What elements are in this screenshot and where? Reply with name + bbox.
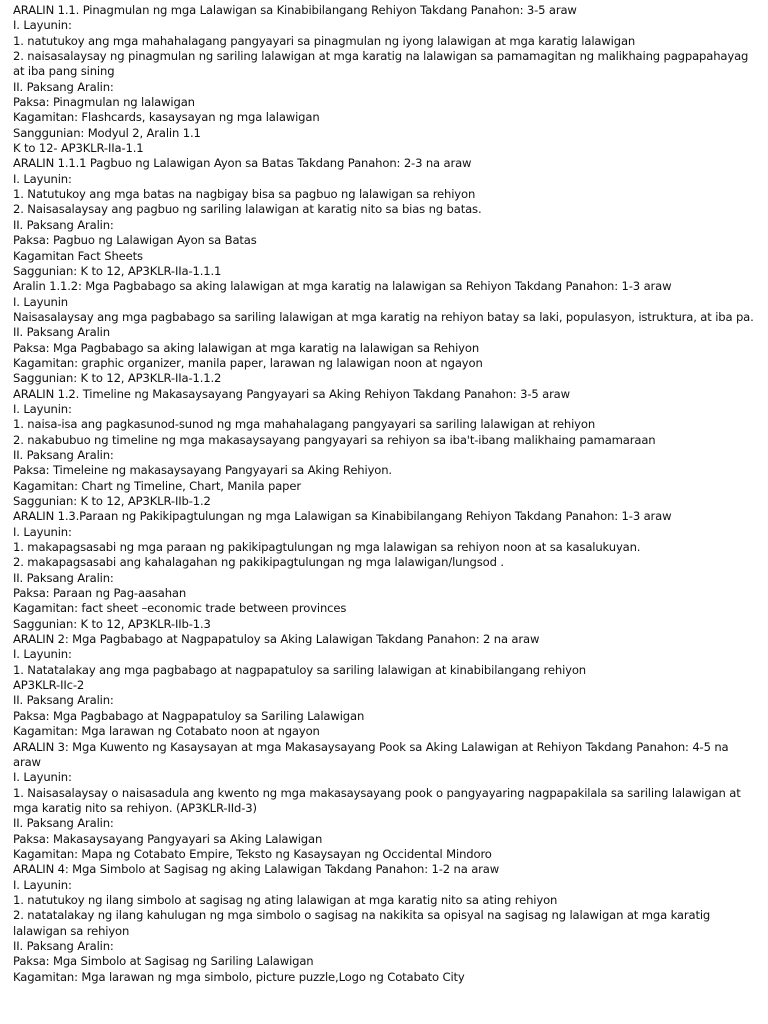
document-line: Paksa: Mga Simbolo at Sagisag ng Sariling Lalawigan — [13, 954, 314, 969]
document-line: Saggunian: K to 12, AP3KLR-IIa-1.1.2 — [13, 371, 222, 386]
document-line: I. Layunin: — [13, 770, 72, 785]
document-line: K to 12- AP3KLR-IIa-1.1 — [13, 141, 144, 156]
document-line: I. Layunin: — [13, 171, 72, 186]
document-line: Saggunian: K to 12, AP3KLR-IIa-1.1.1 — [13, 263, 222, 278]
document-line: Saggunian: K to 12, AP3KLR-IIb-1.2 — [13, 494, 211, 508]
document-line: II. Paksang Aralin: — [13, 217, 114, 232]
document-line: I. Layunin: — [13, 18, 72, 33]
document-line: II. Paksang Aralin — [13, 325, 110, 340]
document-line: 2. nakabubuo ng timeline ng mga makasaysayang pangyayari sa rehiyon sa iba't-ibang malikhaing pamamaraan — [13, 432, 656, 447]
document-line: Paksa: Timeleine ng makasaysayang Pangyayari sa Aking Rehiyon. — [13, 463, 392, 478]
document-line: Kagamitan: Flashcards, kasaysayan ng mga lalawigan — [13, 110, 320, 125]
document-line: ARALIN 2: Mga Pagbabago at Nagpapatuloy sa Aking Lalawigan Takdang Panahon: 2 na araw — [13, 632, 540, 647]
document-line: Paksa: Pagbuo ng Lalawigan Ayon sa Batas — [13, 233, 257, 248]
document-line: Saggunian: K to 12, AP3KLR-IIb-1.3 — [13, 616, 211, 631]
document-line: ARALIN 1.3.Paraan ng Pakikipagtulungan ng mga Lalawigan sa Kinabibilangang Rehiyon Takdang Panahon: 1-3 araw — [13, 509, 672, 524]
document-line: 2. makapagsasabi ang kahalagahan ng pakikipagtulungan ng mga lalawigan/lungsod . — [13, 555, 504, 570]
document-line: 1. natutukoy ng ilang simbolo at sagisag ng ating lalawigan at mga karatig nito sa ating rehiyon — [13, 892, 558, 907]
document-line: II. Paksang Aralin: — [13, 447, 114, 462]
document-line: 1. Naisasalaysay o naisasadula ang kwento ng mga makasaysayang pook o pangyayaring nagpapakilala sa sariling lalawigan at mga karatig nito sa rehiyon. (AP3KLR-IId-3) — [13, 785, 741, 815]
document-line: II. Paksang Aralin: — [13, 693, 114, 708]
document-line: 1. natutukoy ang mga mahahalagang pangyayari sa pinagmulan ng iyong lalawigan at mga karatig lalawigan — [13, 33, 636, 48]
document-line: 2. natatalakay ng ilang kahulugan ng mga simbolo o sagisag na nakikita sa opisyal na sagisag ng lalawigan at mga karatig lalawigan sa rehiyon — [13, 908, 711, 938]
document-line: II. Paksang Aralin: — [13, 816, 114, 831]
document-line: Kagamitan: Mga larawan ng mga simbolo, picture puzzle,Logo ng Cotabato City — [13, 969, 465, 984]
document-line: ARALIN 4: Mga Simbolo at Sagisag ng aking Lalawigan Takdang Panahon: 1-2 na araw — [13, 862, 500, 877]
document-line: Kagamitan Fact Sheets — [13, 248, 143, 263]
document-line: Kagamitan: Chart ng Timeline, Chart, Manila paper — [13, 478, 301, 493]
document-line: ARALIN 1.1.1 Pagbuo ng Lalawigan Ayon sa Batas Takdang Panahon: 2-3 na araw — [13, 156, 472, 171]
document-line: I. Layunin — [13, 294, 68, 309]
document-line: Paksa: Mga Pagbabago sa aking lalawigan at mga karatig na lalawigan sa Rehiyon — [13, 340, 480, 355]
document-line: Aralin 1.1.2: Mga Pagbabago sa aking lalawigan at mga karatig na lalawigan sa Rehiyon Takdang Panahon: 1-3 araw — [13, 279, 672, 294]
document-line: I. Layunin: — [13, 647, 72, 662]
document-line: ARALIN 1.1. Pinagmulan ng mga Lalawigan sa Kinabibilangang Rehiyon Takdang Panahon: 3-5 araw — [13, 3, 577, 17]
document-line: I. Layunin: — [13, 401, 72, 416]
document-line: Kagamitan: fact sheet –economic trade between provinces — [13, 601, 347, 616]
document-line: Naisasalaysay ang mga pagbabago sa sariling lalawigan at mga karatig na rehiyon batay sa laki, populasyon, istruktura, at iba pa. — [13, 309, 754, 324]
document-line: AP3KLR-IIc-2 — [13, 678, 85, 693]
document-line: Paksa: Pinagmulan ng lalawigan — [13, 95, 195, 110]
document-line: Sanggunian: Modyul 2, Aralin 1.1 — [13, 125, 201, 140]
document-line: 2. Naisasalaysay ang pagbuo ng sariling lalawigan at karatig nito sa bias ng batas. — [13, 202, 482, 217]
document-line: I. Layunin: — [13, 877, 72, 892]
document-body — [13, 3, 755, 985]
document-line: 1. Natutukoy ang mga batas na nagbigay bisa sa pagbuo ng lalawigan sa rehiyon — [13, 187, 476, 202]
document-line: Kagamitan: graphic organizer, manila paper, larawan ng lalawigan noon at ngayon — [13, 355, 483, 370]
document-line: II. Paksang Aralin: — [13, 79, 114, 94]
document-line: 1. naisa-isa ang pagkasunod-sunod ng mga mahahalagang pangyayari sa sariling lalawigan at rehiyon — [13, 417, 596, 432]
document-line: II. Paksang Aralin: — [13, 570, 114, 585]
document-line: 2. naisasalaysay ng pinagmulan ng sariling lalawigan at mga karatig na lalawigan sa pamamagitan ng malikhaing pagpapahayag at iba pang sining — [13, 49, 749, 79]
document-line: Paksa: Paraan ng Pag-aasahan — [13, 586, 187, 601]
document-line: Paksa: Makasaysayang Pangyayari sa Aking Lalawigan — [13, 831, 323, 846]
document-line: Kagamitan: Mapa ng Cotabato Empire, Teksto ng Kasaysayan ng Occidental Mindoro — [13, 846, 492, 861]
document-line: Paksa: Mga Pagbabago at Nagpapatuloy sa Sariling Lalawigan — [13, 708, 365, 723]
document-line: ARALIN 1.2. Timeline ng Makasaysayang Pangyayari sa Aking Rehiyon Takdang Panahon: 3-5 araw — [13, 386, 570, 401]
document-line: I. Layunin: — [13, 524, 72, 539]
document-line: ARALIN 3: Mga Kuwento ng Kasaysayan at mga Makasaysayang Pook sa Aking Lalawigan at Rehiyon Takdang Panahon: 4-5 na araw — [13, 739, 729, 769]
document-line: 1. makapagsasabi ng mga paraan ng pakikipagtulungan ng mga lalawigan sa rehiyon noon at sa kasalukuyan. — [13, 540, 641, 555]
document-line: 1. Natatalakay ang mga pagbabago at nagpapatuloy sa sariling lalawigan at kinabibilangang rehiyon — [13, 662, 587, 677]
document-line: Kagamitan: Mga larawan ng Cotabato noon at ngayon — [13, 724, 320, 739]
document-line: II. Paksang Aralin: — [13, 938, 114, 953]
